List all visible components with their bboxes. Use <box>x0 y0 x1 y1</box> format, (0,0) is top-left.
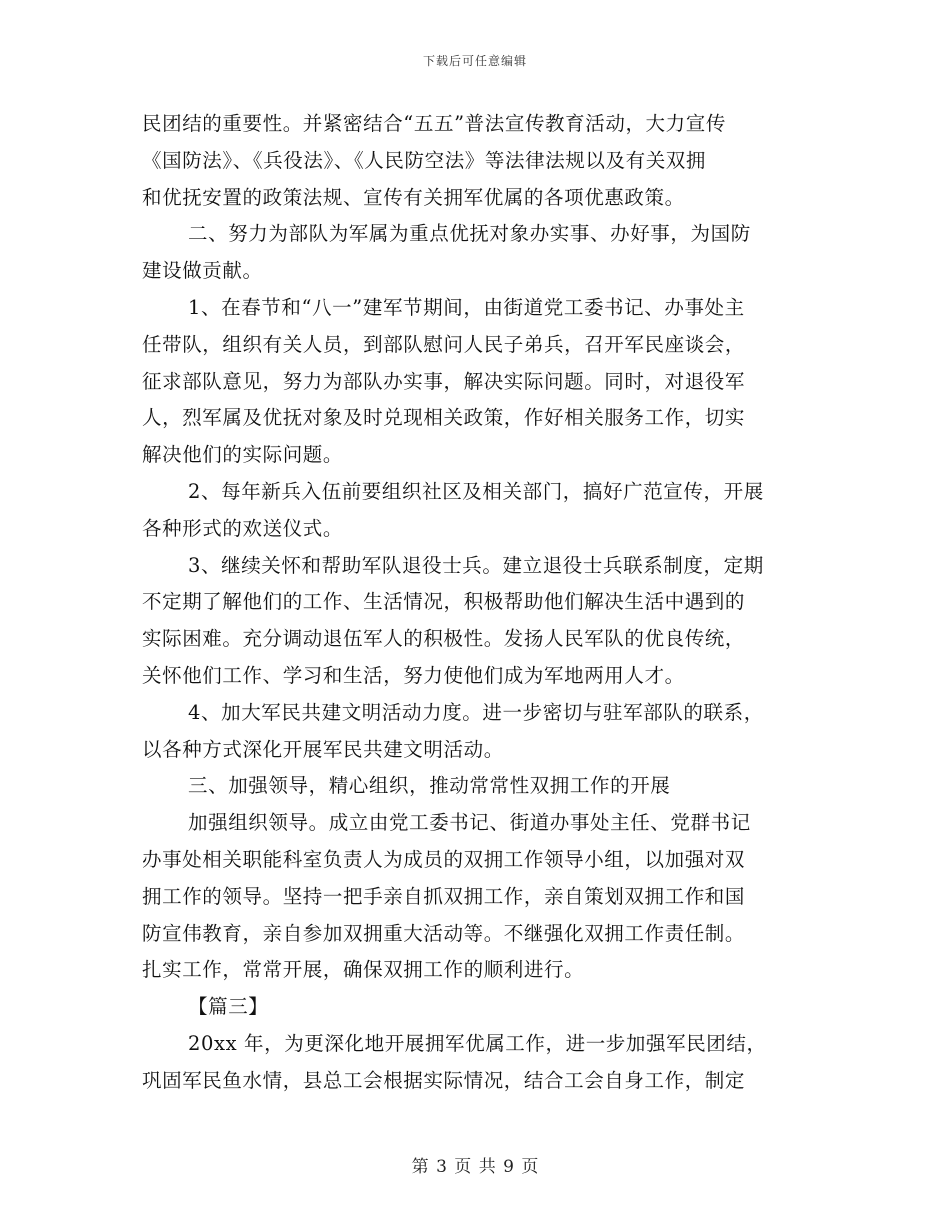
text-line: 任带队，组织有关人员，到部队慰问人民子弟兵，召开军民座谈会， <box>142 332 746 356</box>
text-line: 2、每年新兵入伍前要组织社区及相关部门，搞好广范宣传，开展 <box>188 479 764 503</box>
text-line: 关怀他们工作、学习和生活，努力使他们成为军地两用人才。 <box>142 663 685 687</box>
text-line: 和优抚安置的政策法规、宣传有关拥军优属的各项优惠政策。 <box>142 185 685 209</box>
text-line: 人，烈军属及优抚对象及时兑现相关政策，作好相关服务工作，切实 <box>142 406 746 430</box>
text-line: 巩固军民鱼水情，县总工会根据实际情况，结合工会自身工作，制定 <box>142 1068 746 1092</box>
text-line: 建设做贡献。 <box>142 259 263 283</box>
text-line: 民团结的重要性。并紧密结合“五五”普法宣传教育活动，大力宣传 <box>142 112 726 135</box>
text-line: 二、努力为部队为军属为重点优抚对象办实事、办好事，为国防 <box>188 222 751 246</box>
text-line: 1、在春节和“八一”建军节期间，由街道党工委书记、办事处主 <box>188 295 745 319</box>
text-line: 3、继续关怀和帮助军队退役士兵。建立退役士兵联系制度，定期 <box>188 553 764 577</box>
page-header: 下载后可任意编辑 <box>422 54 527 68</box>
text-line: 【篇三】 <box>188 995 269 1019</box>
text-line: 以各种方式深化开展军民共建文明活动。 <box>142 737 504 761</box>
text-line: 20xx 年，为更深化地开展拥军优属工作，进一步加强军民团结， <box>188 1031 767 1055</box>
text-line: 办事处相关职能科室负责人为成员的双拥工作领导小组，以加强对双 <box>142 847 746 871</box>
text-line: 实际困难。充分调动退伍军人的积极性。发扬人民军队的优良传统， <box>142 627 746 651</box>
page-footer: 第 3 页 共 9 页 <box>411 1157 539 1177</box>
text-line: 防宣伟教育，亲自参加双拥重大活动等。不继强化双拥工作责任制。 <box>142 921 746 945</box>
text-line: 不定期了解他们的工作、生活情况，积极帮助他们解决生活中遇到的 <box>142 590 746 614</box>
text-line: 各种形式的欢送仪式。 <box>142 516 344 540</box>
text-line: 扎实工作，常常开展，确保双拥工作的顺利进行。 <box>142 958 585 982</box>
text-line: 三、加强领导，精心组织，推动常常性双拥工作的开展 <box>188 774 671 798</box>
text-line: 《国防法》、《兵役法》、《人民防空法》等法律法规以及有关双拥 <box>142 148 707 172</box>
text-line: 拥工作的领导。坚持一把手亲自抓双拥工作，亲自策划双拥工作和国 <box>142 884 746 908</box>
text-line: 解决他们的实际问题。 <box>142 443 344 467</box>
text-line: 4、加大军民共建文明活动力度。进一步密切与驻军部队的联系， <box>188 700 764 724</box>
document-body <box>142 106 814 1100</box>
text-line: 加强组织领导。成立由党工委书记、街道办事处主任、党群书记 <box>188 811 751 835</box>
text-line: 征求部队意见，努力为部队办实事，解决实际问题。同时，对退役军 <box>142 369 746 393</box>
